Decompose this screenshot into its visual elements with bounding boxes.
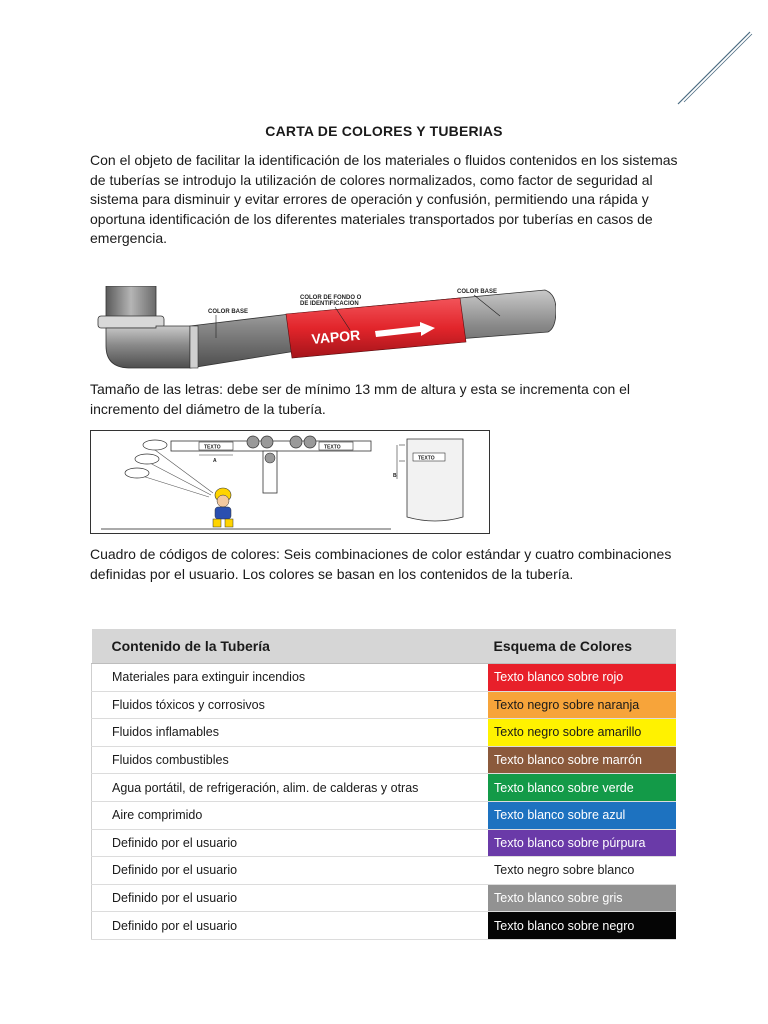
vapor-label: VAPOR	[310, 326, 361, 347]
corner-decoration	[672, 24, 758, 110]
table-body	[92, 664, 677, 940]
row-scheme-cell: Texto blanco sobre azul	[488, 801, 677, 829]
page-title: CARTA DE COLORES Y TUBERIAS	[265, 123, 503, 139]
color-codes-table	[91, 629, 676, 940]
table-row	[92, 691, 677, 719]
table-row	[92, 664, 677, 692]
pipe-text-box-1: TEXTO	[204, 444, 221, 451]
row-content-cell: Fluidos tóxicos y corrosivos	[92, 691, 488, 719]
row-content-cell: Definido por el usuario	[92, 857, 488, 885]
row-scheme-cell: Texto blanco sobre púrpura	[488, 829, 677, 857]
pipe-text-box-2: TEXTO	[324, 444, 341, 451]
table-row	[92, 829, 677, 857]
row-content-cell: Definido por el usuario	[92, 912, 488, 940]
row-scheme-cell: Texto blanco sobre marrón	[488, 746, 677, 774]
row-content-cell: Materiales para extinguir incendios	[92, 664, 488, 692]
row-content-cell: Definido por el usuario	[92, 829, 488, 857]
dimension-a-label: A	[213, 458, 217, 464]
row-scheme-cell: Texto negro sobre amarillo	[488, 719, 677, 747]
dimension-b-label: B	[393, 473, 397, 479]
table-row	[92, 774, 677, 802]
row-scheme-cell: Texto blanco sobre rojo	[488, 664, 677, 692]
row-content-cell: Fluidos combustibles	[92, 746, 488, 774]
row-scheme-cell: Texto blanco sobre gris	[488, 884, 677, 912]
header-content: Contenido de la Tubería	[92, 629, 488, 664]
pipe-illustration	[90, 286, 556, 370]
color-codes-paragraph: Cuadro de códigos de colores: Seis combinaciones de color estándar y cuatro combinaciones definidas por el usuario. Los colores se basan en los contenidos de la tubería.	[90, 546, 672, 582]
row-scheme-cell: Texto negro sobre naranja	[488, 691, 677, 719]
pipe-label-background-1: COLOR DE FONDO O	[300, 295, 362, 301]
header-scheme: Esquema de Colores	[488, 629, 677, 664]
table-row	[92, 912, 677, 940]
row-scheme-cell: Texto blanco sobre negro	[488, 912, 677, 940]
row-content-cell: Aire comprimido	[92, 801, 488, 829]
row-scheme-cell: Texto negro sobre blanco	[488, 857, 677, 885]
table-row	[92, 801, 677, 829]
table-row	[92, 884, 677, 912]
row-scheme-cell: Texto blanco sobre verde	[488, 774, 677, 802]
text-size-illustration	[90, 430, 490, 534]
table-header-row	[92, 629, 677, 664]
letter-size-paragraph: Tamaño de las letras: debe ser de mínimo 13 mm de altura y esta se incrementa con el incremento del diámetro de la tubería.	[90, 381, 631, 417]
tall-pipe-text-box: TEXTO	[418, 455, 435, 462]
pipe-label-background-2: DE IDENTIFICACION	[300, 301, 359, 307]
intro-paragraph: Con el objeto de facilitar la identificación de los materiales o fluidos contenidos en los sistemas de tuberías se introdujo la utilización de colores normalizados, como factor de seguridad al sistema para disminuir y evitar errores de operación y confusión, permitiendo una rápida y oportuna identificación de los diferentes materiales transportados por tuberías en casos de emergencia.	[90, 152, 678, 246]
table-row	[92, 857, 677, 885]
table-row	[92, 719, 677, 747]
pipe-label-base-right: COLOR BASE	[457, 289, 498, 295]
row-content-cell: Definido por el usuario	[92, 884, 488, 912]
row-content-cell: Agua portátil, de refrigeración, alim. de calderas y otras	[92, 774, 488, 802]
pipe-label-base-left: COLOR BASE	[208, 309, 249, 315]
table-row	[92, 746, 677, 774]
row-content-cell: Fluidos inflamables	[92, 719, 488, 747]
